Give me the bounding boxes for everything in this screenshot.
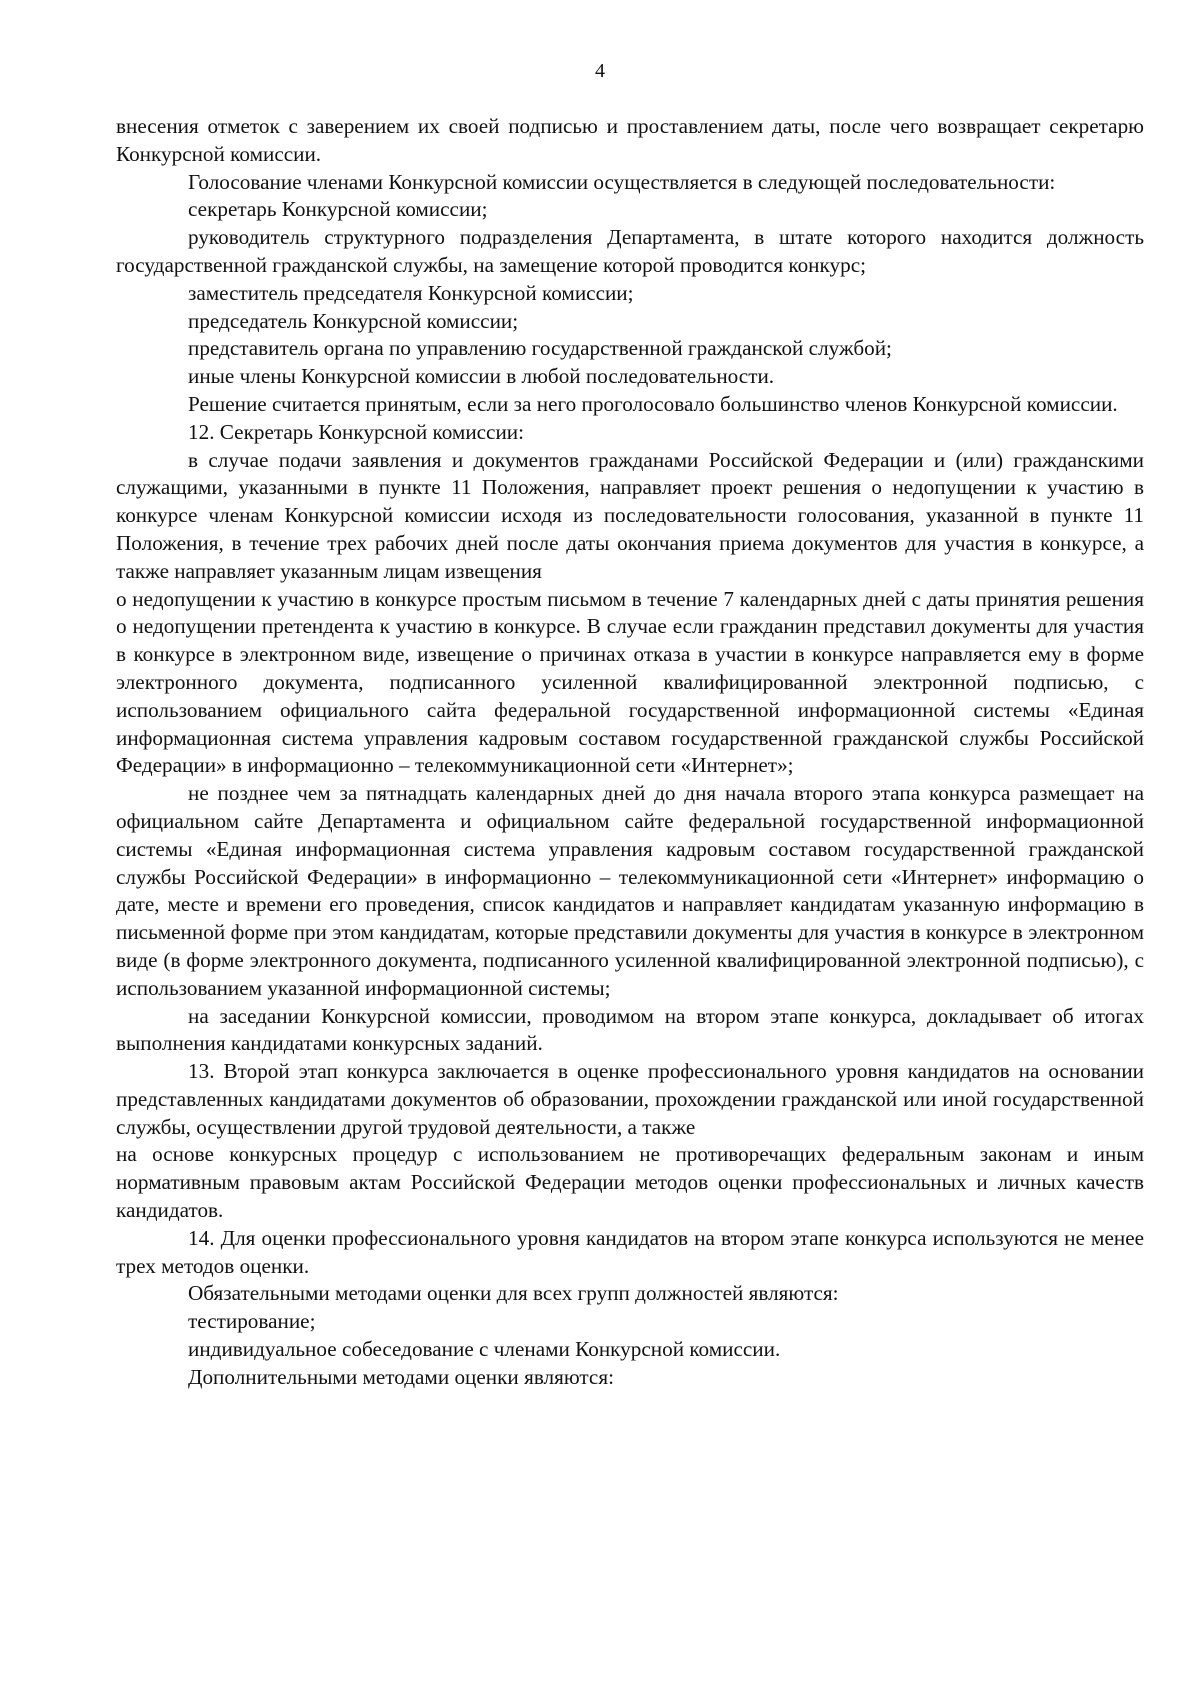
paragraph: Решение считается принятым, если за него проголосовало большинство членов Конкурсной комиссии. <box>188 391 1118 416</box>
paragraph: руководитель структурного подразделения Департамента, в штате которого находится должность государственной гражданской службы, на замещение которой проводится конкурс; <box>116 225 1144 277</box>
paragraph: 12. Секретарь Конкурсной комиссии: <box>188 419 525 444</box>
document-body <box>116 113 1144 1392</box>
paragraph: 13. Второй этап конкурса заключается в оценке профессионального уровня кандидатов на основании представленных кандидатами документов об образовании, прохождении гражданской или иной государственной службы, осуществлении другой трудовой деятельности, а также <box>116 1059 1144 1139</box>
paragraph: внесения отметок с заверением их своей подписью и проставлением даты, после чего возвращает секретарю Конкурсной комиссии. <box>116 114 1144 166</box>
paragraph: тестирование; <box>188 1309 316 1334</box>
paragraph: на основе конкурсных процедур с использованием не противоречащих федеральным законам и иным нормативным правовым актам Российской Федерации методов оценки профессиональных и личных качеств кандидатов. <box>116 1142 1144 1223</box>
paragraph: Голосование членами Конкурсной комиссии осуществляется в следующей последовательности: <box>188 169 1056 194</box>
paragraph: не позднее чем за пятнадцать календарных дней до дня начала второго этапа конкурса размещает на официальном сайте Департамента и официальном сайте федеральной государственной информационной системы «Единая информационная система управления кадровым составом государственной гражданской службы Российской Федерации» в информационно – телекоммуникационной сети «Интернет» информацию о дате, месте и времени его проведения, список кандидатов и направляет кандидатам указанную информацию в письменной форме при этом кандидатам, которые представили документы для участия в конкурсе в электронном виде (в форме электронного документа, подписанного усиленной квалифицированной электронной подписью), с использованием указанной информационной системы; <box>116 781 1144 1000</box>
page-number: 4 <box>595 60 605 82</box>
paragraph: представитель органа по управлению государственной гражданской службой; <box>188 336 892 361</box>
paragraph: в случае подачи заявления и документов гражданами Российской Федерации и (или) гражданскими служащими, указанными в пункте 11 Положения, направляет проект решения о недопущении к участию в конкурсе членам Конкурсной комиссии исходя из последовательности голосования, указанной в пункте 11 Положения, в течение трех рабочих дней после даты окончания приема документов для участия в конкурсе, а также направляет указанным лицам извещения <box>116 447 1144 583</box>
paragraph: Обязательными методами оценки для всех групп должностей являются: <box>188 1281 839 1306</box>
paragraph: секретарь Конкурсной комиссии; <box>188 197 488 222</box>
paragraph: председатель Конкурсной комиссии; <box>188 308 519 333</box>
paragraph: 14. Для оценки профессионального уровня кандидатов на втором этапе конкурса используются не менее трех методов оценки. <box>116 1225 1144 1278</box>
paragraph: о недопущении к участию в конкурсе простым письмом в течение 7 календарных дней с даты принятия решения о недопущении претендента к участию в конкурсе. В случае если гражданин представил документы для участия в конкурсе в электронном виде, извещение о причинах отказа в участии в конкурсе направляется ему в форме электронного документа, подписанного усиленной квалифицированной электронной подписью, с использованием официального сайта федеральной государственной информационной системы «Единая информационная система управления кадровым составом государственной гражданской службы Российской Федерации» в информационно – телекоммуникационной сети «Интернет»; <box>116 586 1144 778</box>
paragraph: на заседании Конкурсной комиссии, проводимом на втором этапе конкурса, докладывает об итогах выполнения кандидатами конкурсных заданий. <box>116 1003 1144 1056</box>
paragraph: иные члены Конкурсной комиссии в любой последовательности. <box>188 364 775 389</box>
paragraph: индивидуальное собеседование с членами Конкурсной комиссии. <box>188 1337 781 1362</box>
paragraph: заместитель председателя Конкурсной комиссии; <box>188 280 634 305</box>
paragraph: Дополнительными методами оценки являются: <box>188 1364 614 1389</box>
